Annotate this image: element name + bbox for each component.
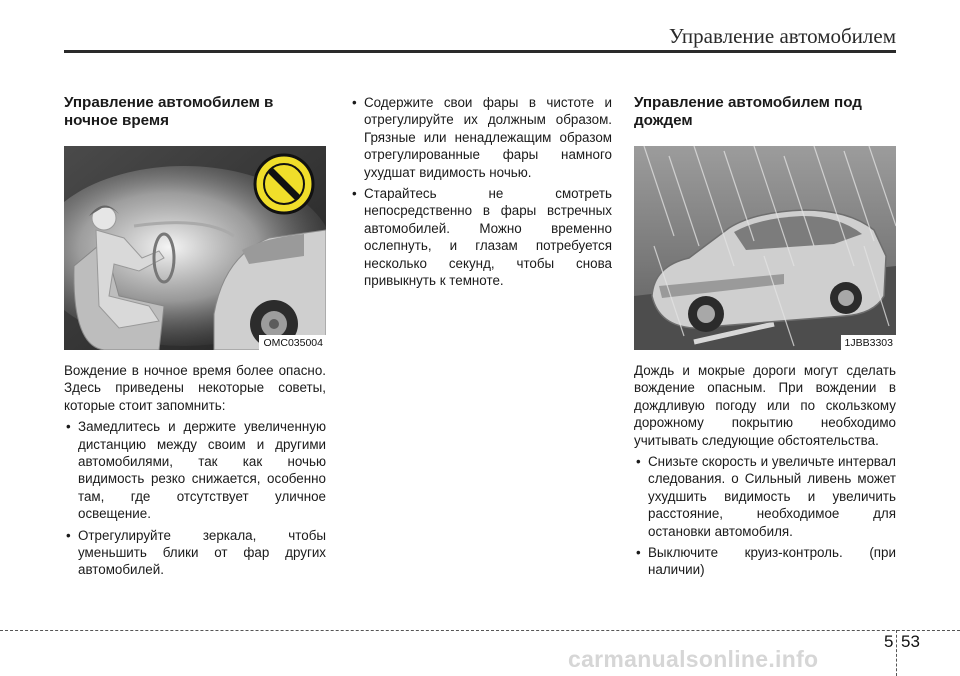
page-number-separator — [896, 630, 897, 676]
column-night-driving — [64, 94, 326, 583]
bullet-list — [634, 453, 896, 579]
section-heading-night: Управление автомобилем в ночное время — [64, 94, 274, 129]
bullet-list — [64, 418, 326, 579]
bullet-mark: • — [636, 454, 641, 470]
intro-paragraph: Вождение в ночное время более опасно. Здесь приведены некоторые советы, которые стоит запомнить: — [64, 363, 326, 413]
list-item-text: Старайтесь не смотреть непосредственно в фары встречных автомобилей. Можно временно ослепнуть, и глазам потребуется несколько секунд, чтобы снова привыкнуть к темноте. — [364, 186, 612, 289]
list-item-text: Замедлитесь и держите увеличенную дистанцию между своим и другими автомобилями, так как ночью видимость резко снижается, особенно там, где отсутствует уличное освещение. — [78, 419, 326, 522]
column-rain-driving — [634, 94, 896, 583]
list-item-text: Снизьте скорость и увеличьте интервал следования. о Сильный ливень может ухудшить видимость и увеличить расстояние, необходимое для остановки автомобиля. — [648, 454, 896, 539]
bullet-mark: • — [66, 419, 71, 435]
column-headlights — [350, 94, 612, 293]
bullet-mark: • — [66, 527, 71, 543]
list-item-text: Содержите свои фары в чистоте и отрегулируйте их должным образом. Грязные или ненадлежащим образом отрегулированные фары намного ухудшат видимость ночью. — [364, 95, 612, 180]
bullet-mark: • — [352, 186, 357, 202]
bullet-mark: • — [636, 545, 641, 561]
footer-rule — [0, 630, 960, 631]
chapter-number: 5 — [884, 632, 894, 651]
header-rule — [64, 50, 896, 53]
list-item — [64, 418, 326, 522]
watermark: carmanualsonline.info — [568, 646, 819, 672]
section-heading-rain: Управление автомобилем под дождем — [634, 94, 862, 129]
figure-code: 1JBB3303 — [841, 335, 896, 350]
list-item — [634, 453, 896, 540]
list-item — [350, 185, 612, 289]
figure-code: OMC035004 — [259, 335, 326, 350]
rain-driving-illustration — [634, 146, 896, 350]
list-item-text: Выключите круиз-контроль. (при наличии) — [648, 545, 896, 578]
bullet-mark: • — [352, 95, 357, 110]
bullet-list — [350, 94, 612, 289]
list-item-text: Отрегулируйте зеркала, чтобы уменьшить блики от фар других автомобилей. — [78, 527, 326, 578]
list-item — [350, 94, 612, 181]
page-number: 53 — [901, 632, 920, 651]
intro-paragraph: Дождь и мокрые дороги могут сделать вождение опасным. При вождении в дождливую погоду или по скользкому дорожному покрытию необходимо учитывать следующие обстоятельства. — [634, 363, 896, 448]
list-item — [64, 527, 326, 579]
list-item — [634, 544, 896, 579]
night-driving-illustration — [64, 146, 326, 350]
running-header: Управление автомобилем — [668, 24, 896, 48]
